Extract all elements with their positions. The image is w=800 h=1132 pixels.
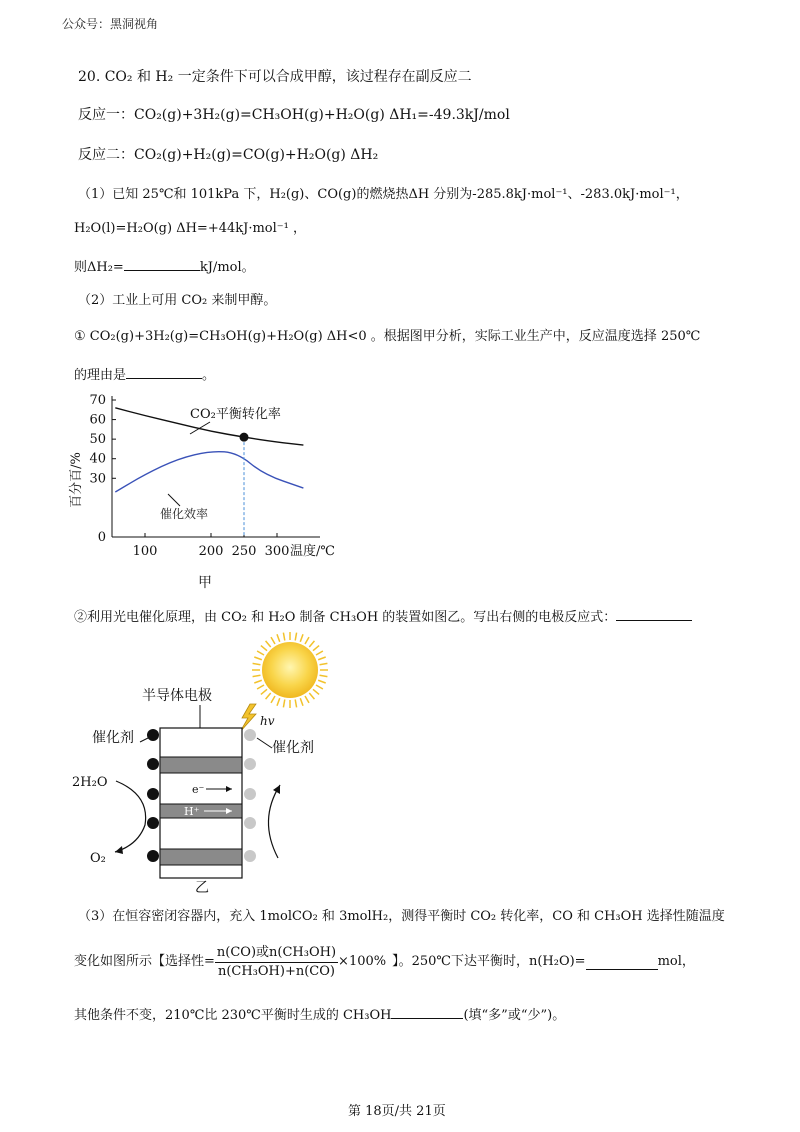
selectivity-formula xyxy=(215,944,338,981)
selectivity-prefix: 变化如图所示【选择性= xyxy=(74,954,215,969)
part3-line1: （3）在恒容密闭容器内，充入 1molCO₂ 和 3molH₂，测得平衡时 CO₂ 转化率，CO 和 CH₃OH 选择性随温度 xyxy=(78,909,725,924)
sun-ray xyxy=(305,696,309,703)
catalyst-left-label: 催化剂 xyxy=(92,730,134,746)
sun-ray xyxy=(261,646,267,651)
answer-blank-dh2[interactable] xyxy=(124,256,200,271)
y-tick-label: 70 xyxy=(89,393,106,408)
part3-line2 xyxy=(74,940,695,984)
y-tick-label: 40 xyxy=(89,451,106,467)
part1-answer-prefix: 则ΔH₂= xyxy=(74,260,124,275)
sun-ray xyxy=(320,663,328,664)
answer-blank-reason[interactable] xyxy=(126,364,202,379)
sun-ray xyxy=(309,641,314,647)
figure-yi-diagram xyxy=(60,630,380,900)
sun-ray xyxy=(300,698,303,706)
sun-ray xyxy=(316,651,323,655)
legend-pointer-conversion xyxy=(190,422,210,434)
sun-ray xyxy=(318,657,326,660)
electron-label: e⁻ xyxy=(192,783,205,796)
sun-ray xyxy=(253,675,261,676)
reaction-2-label: 反应二： xyxy=(78,147,134,163)
sun-ray xyxy=(313,689,319,694)
right-reaction-arc xyxy=(268,785,280,858)
equilibrium-marker-point xyxy=(240,433,249,442)
sun-ray xyxy=(277,698,280,706)
page-number: 第 18页/共 21页 xyxy=(348,1104,446,1119)
part3-h2o-suffix: mol， xyxy=(657,954,695,969)
x-tick-label: 300 xyxy=(264,544,290,559)
y-tick-label: 30 xyxy=(89,471,106,487)
reaction-2 xyxy=(78,146,378,164)
sun-ray xyxy=(295,633,296,641)
sun-ray xyxy=(253,663,261,664)
part1-line1: （1）已知 25℃和 101kPa 下，H₂(g)、CO(g)的燃烧热ΔH 分别为-285.8kJ·mol⁻¹、-283.0kJ·mol⁻¹， xyxy=(78,187,689,202)
answer-blank-h2o[interactable] xyxy=(586,955,658,970)
catalyst-right-dots xyxy=(244,729,256,862)
part2-title: （2）工业上可用 CO₂ 来制甲醇。 xyxy=(78,293,277,308)
sun-ray xyxy=(261,689,267,694)
x-tick-label: 200 xyxy=(198,544,224,559)
y-tick-label: 60 xyxy=(89,412,106,428)
catalyst-right-label: 催化剂 xyxy=(272,740,314,756)
answer-blank-electrode[interactable] xyxy=(616,606,692,621)
series-line-efficiency xyxy=(115,452,303,492)
chart-series-label-efficiency: 催化效率 xyxy=(160,507,209,521)
part2-sub2-text: ②利用光电催化原理，由 CO₂ 和 H₂O 制备 CH₃OH 的装置如图乙。写出右侧的电极反应式： xyxy=(74,610,617,625)
sun-ray xyxy=(320,675,328,676)
semiconductor-electrode xyxy=(160,728,242,878)
sun-ray xyxy=(277,634,280,642)
part3-line3 xyxy=(74,1004,565,1025)
part3-h2o-prefix: 】。250℃下达平衡时，n(H₂O)= xyxy=(392,954,586,969)
reaction-1 xyxy=(78,106,510,124)
electrode-label: 半导体电极 xyxy=(142,688,212,704)
formula-numerator: n(CO)或n(CH₃OH) xyxy=(215,944,338,963)
oxygen-label: O₂ xyxy=(90,851,106,866)
sun-ray xyxy=(316,685,323,689)
proton-label: H⁺ xyxy=(184,805,200,818)
part1-line3 xyxy=(74,256,255,277)
left-reaction-arc xyxy=(115,781,146,852)
sun-ray xyxy=(300,634,303,642)
part2-sub1-line2 xyxy=(74,364,215,385)
reaction-1-equation: CO₂(g)+3H₂(g)=CH₃OH(g)+H₂O(g) ΔH₁=-49.3kJ/mol xyxy=(134,107,510,123)
sun-ray xyxy=(271,637,275,644)
sun-ray xyxy=(254,680,262,683)
reaction-1-label: 反应一： xyxy=(78,107,134,123)
y-tick-label: 50 xyxy=(89,432,106,448)
formula-denominator: n(CH₃OH)+n(CO) xyxy=(217,963,335,979)
part3-ch3oh-suffix: (填“多”或“少”)。 xyxy=(463,1008,566,1023)
x-tick-label: 100 xyxy=(132,544,158,559)
part2-sub1-line1: ① CO₂(g)+3H₂(g)=CH₃OH(g)+H₂O(g) ΔH<0 。根据图甲分析，实际工业生产中，反应温度选择 250℃ xyxy=(74,329,701,344)
figure-jia-chart xyxy=(60,390,350,590)
question-intro: 20. CO₂ 和 H₂ 一定条件下可以合成甲醇，该过程存在副反应二 xyxy=(78,69,472,85)
legend-pointer-efficiency xyxy=(168,494,180,506)
y-tick-label: 0 xyxy=(97,530,106,545)
part1-line2: H₂O(l)=H₂O(g) ΔH=+44kJ·mol⁻¹ ， xyxy=(74,221,306,236)
sun-ray xyxy=(318,680,326,683)
sun-ray xyxy=(266,641,271,647)
sun-ray xyxy=(283,633,284,641)
figure-yi-caption: 乙 xyxy=(195,880,209,896)
part3-ch3oh-prefix: 其他条件不变，210℃比 230℃平衡时生成的 CH₃OH xyxy=(74,1008,392,1023)
header-account: 公众号：黑洞视角 xyxy=(62,17,159,31)
chart-series xyxy=(115,408,303,537)
sun-ray xyxy=(305,637,309,644)
catalyst-left-dots xyxy=(147,729,159,862)
water-label: 2H₂O xyxy=(72,775,108,790)
x-tick-label: 250 xyxy=(231,544,257,559)
sun-ray xyxy=(254,657,262,660)
sun-ray xyxy=(257,651,264,655)
part2-sub2-line xyxy=(74,606,692,627)
formula-suffix: ×100% xyxy=(338,954,387,969)
sun-ray xyxy=(271,696,275,703)
figure-jia-caption: 甲 xyxy=(198,575,212,591)
chart-series-label-conversion: CO₂平衡转化率 xyxy=(190,407,281,422)
sun-ray xyxy=(313,646,319,651)
part1-answer-suffix: kJ/mol。 xyxy=(199,260,255,275)
part2-reason-prefix: 的理由是 xyxy=(74,368,127,383)
sun-ray xyxy=(266,693,271,699)
part2-reason-suffix: 。 xyxy=(202,368,216,383)
light-label: hv xyxy=(260,714,275,728)
chart-x-axis-label: 温度/℃ xyxy=(290,544,335,559)
sun-ray xyxy=(257,685,264,689)
sun-ray xyxy=(295,700,296,708)
chart-y-axis-label: 百分百/% xyxy=(69,452,84,508)
sun-ray xyxy=(283,700,284,708)
answer-blank-more-less[interactable] xyxy=(391,1004,463,1019)
reaction-2-equation: CO₂(g)+H₂(g)=CO(g)+H₂O(g) ΔH₂ xyxy=(134,147,379,163)
sun-icon xyxy=(252,632,328,708)
sun-ray xyxy=(309,693,314,699)
